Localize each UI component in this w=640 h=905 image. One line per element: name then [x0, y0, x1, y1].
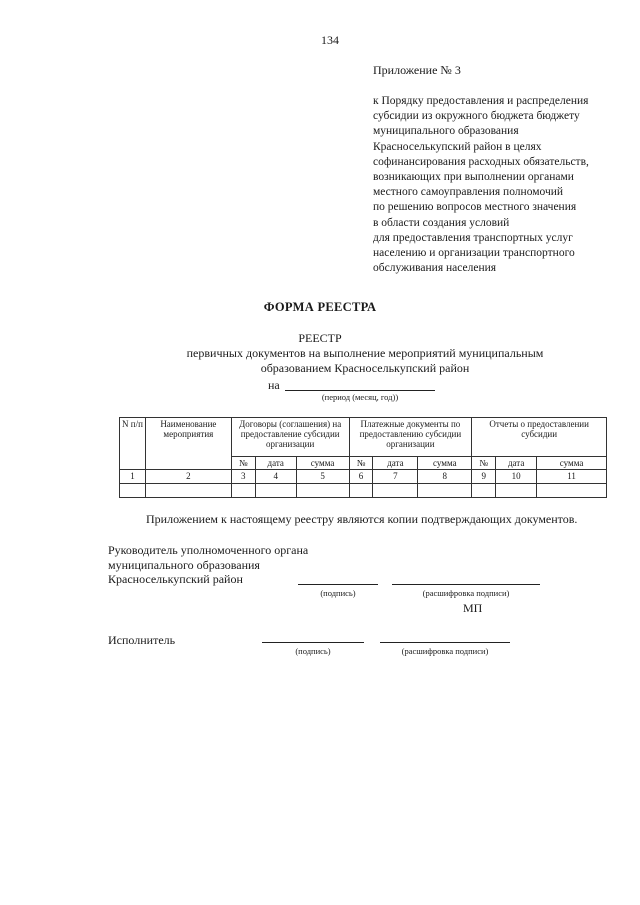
column-number: 9 [472, 470, 496, 484]
sub-header-no: № [349, 457, 373, 470]
appendix-line: населению и организации транспортного [373, 247, 575, 260]
column-number: 6 [349, 470, 373, 484]
sub-header-no: № [231, 457, 255, 470]
appendix-line: возникающих при выполнении органами [373, 171, 574, 184]
empty-cell[interactable] [255, 484, 296, 498]
empty-cell[interactable] [120, 484, 146, 498]
sub-header-sum: сумма [537, 457, 607, 470]
head-decode-field[interactable] [392, 584, 540, 585]
header-contracts: Договоры (соглашения) на предоставление субсидии организации [231, 418, 349, 457]
column-number: 5 [296, 470, 349, 484]
register-subtitle-line1: первичных документов на выполнение мероприятий муниципальным [186, 346, 544, 360]
sub-header-sum: сумма [296, 457, 349, 470]
register-title: РЕЕСТР [298, 331, 342, 345]
empty-cell[interactable] [496, 484, 537, 498]
register-subtitle [150, 346, 580, 376]
register-table [119, 417, 607, 498]
column-number: 1 [120, 470, 146, 484]
head-line1: Руководитель уполномоченного органа [108, 543, 309, 557]
appendix-line: Красноселькупский район в целях [373, 140, 542, 153]
empty-cell[interactable] [373, 484, 418, 498]
header-no: N п/п [120, 418, 146, 470]
page-number: 134 [321, 33, 339, 47]
head-line2: муниципального образования [108, 557, 260, 572]
head-signature-field[interactable] [298, 584, 378, 585]
period-field[interactable] [285, 390, 435, 391]
head-line3: Красноселькупский район [108, 572, 243, 586]
header-reports: Отчеты о предоставлении субсидии [472, 418, 607, 457]
appendix-number: Приложение № 3 [373, 63, 461, 77]
sub-header-date: дата [255, 457, 296, 470]
period-caption: (период (месяц, год)) [321, 392, 399, 402]
executor-signature-field[interactable] [262, 642, 364, 643]
appendix-line: в области создания условий [373, 216, 510, 229]
sub-header-sum: сумма [418, 457, 472, 470]
attachment-note: Приложением к настоящему реестру являются копии подтверждающих документов. [146, 512, 578, 526]
column-number: 3 [231, 470, 255, 484]
empty-cell[interactable] [231, 484, 255, 498]
column-number: 11 [537, 470, 607, 484]
empty-cell[interactable] [472, 484, 496, 498]
appendix-line: обслуживания населения [373, 262, 497, 275]
appendix-line: для предоставления транспортных услуг [373, 231, 573, 244]
column-number: 2 [145, 470, 231, 484]
executor-sign-caption: (подпись) [295, 646, 331, 656]
appendix-line: софинансирования расходных обязательств, [373, 155, 589, 168]
header-name: Наименование мероприятия [145, 418, 231, 470]
appendix-line: по решению вопросов местного значения [373, 201, 577, 214]
executor-label: Исполнитель [108, 633, 176, 647]
executor-decode-caption: (расшифровка подписи) [401, 646, 489, 656]
appendix-text [373, 94, 633, 276]
date-prefix: на [268, 378, 280, 392]
appendix-line: муниципального образования [373, 125, 519, 138]
empty-cell[interactable] [349, 484, 373, 498]
form-title: ФОРМА РЕЕСТРА [263, 300, 377, 314]
column-number: 8 [418, 470, 472, 484]
sub-header-date: дата [496, 457, 537, 470]
empty-cell[interactable] [537, 484, 607, 498]
empty-cell[interactable] [418, 484, 472, 498]
sub-header-date: дата [373, 457, 418, 470]
header-payments: Платежные документы по предоставлению субсидии организации [349, 418, 472, 457]
appendix-line: субсидии из окружного бюджета бюджету [373, 110, 580, 123]
head-decode-caption: (расшифровка подписи) [422, 588, 510, 598]
executor-decode-field[interactable] [380, 642, 510, 643]
column-number: 10 [496, 470, 537, 484]
empty-cell[interactable] [145, 484, 231, 498]
column-number: 7 [373, 470, 418, 484]
table-row [120, 484, 607, 498]
stamp-label: МП [463, 601, 483, 615]
column-number: 4 [255, 470, 296, 484]
empty-cell[interactable] [296, 484, 349, 498]
head-signatory [108, 543, 308, 587]
register-subtitle-line2: образованием Красноселькупский район [260, 361, 470, 375]
appendix-line: местного самоуправления полномочий [373, 186, 564, 199]
appendix-line: к Порядку предоставления и распределения [373, 95, 589, 107]
head-sign-caption: (подпись) [320, 588, 356, 598]
sub-header-no: № [472, 457, 496, 470]
